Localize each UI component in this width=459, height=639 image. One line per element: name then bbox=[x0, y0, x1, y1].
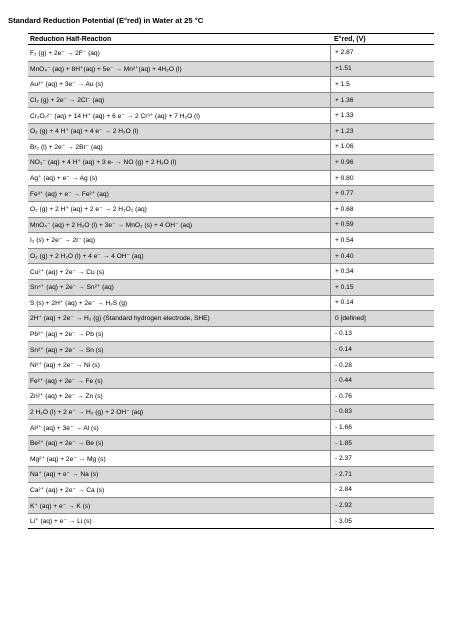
half-reaction-cell: Li⁺ (aq) + e⁻ → Li (s) bbox=[30, 518, 92, 526]
half-reaction-cell: F₂ (g) + 2e⁻ → 2F⁻ (aq) bbox=[30, 49, 100, 57]
potential-cell: - 2.84 bbox=[330, 483, 432, 498]
half-reaction-cell: Be²⁺ (aq) + 2e⁻ → Be (s) bbox=[30, 440, 104, 448]
potential-cell: + 0.54 bbox=[330, 233, 432, 248]
half-reaction-cell: 2 H₂O (l) + 2 e⁻ → H₂ (g) + 2 OH⁻ (aq) bbox=[30, 408, 144, 416]
table-row bbox=[28, 419, 434, 435]
potential-cell: - 0.13 bbox=[330, 327, 432, 342]
half-reaction-cell: Br₂ (l) + 2e⁻ → 2Br⁻ (aq) bbox=[30, 143, 103, 151]
table-row bbox=[28, 466, 434, 482]
half-reaction-cell: S (s) + 2H⁺ (aq) + 2e⁻ → H₂S (g) bbox=[30, 299, 128, 307]
half-reaction-cell: Mg²⁺ (aq) + 2e⁻ → Mg (s) bbox=[30, 455, 106, 463]
half-reaction-cell: Fe³⁺ (aq) + e⁻ → Fe²⁺ (aq) bbox=[30, 190, 109, 198]
half-reaction-cell: Cr₂O₇²⁻ (aq) + 14 H⁺ (aq) + 6 e⁻ → 2 Cr³⁺ (aq) + 7 H₂O (l) bbox=[30, 112, 200, 120]
potential-cell: + 1.23 bbox=[330, 124, 432, 139]
page-title: Standard Reduction Potential (E°red) in Water at 25 °C bbox=[8, 16, 204, 25]
table-row bbox=[28, 170, 434, 186]
half-reaction-cell: Al³⁺ (aq) + 3e⁻ → Al (s) bbox=[30, 424, 99, 432]
half-reaction-cell: Pb²⁺ (aq) + 2e⁻ → Pb (s) bbox=[30, 330, 104, 338]
header-reaction: Reduction Half-Reaction bbox=[30, 35, 112, 43]
potential-cell: + 0.40 bbox=[330, 249, 432, 264]
table-row bbox=[28, 76, 434, 92]
table-row bbox=[28, 310, 434, 326]
half-reaction-cell: MnO₄⁻ (aq) + 8H⁺(aq) + 5e⁻ → Mn²⁺(aq) + 4H₂O (l) bbox=[30, 65, 182, 73]
potential-cell: - 0.44 bbox=[330, 373, 432, 388]
potential-cell: + 0.77 bbox=[330, 186, 432, 201]
table-row bbox=[28, 185, 434, 201]
table-row bbox=[28, 497, 434, 513]
table-row bbox=[28, 404, 434, 420]
table-row bbox=[28, 482, 434, 498]
half-reaction-cell: Au³⁺ (aq) + 3e⁻ → Au (s) bbox=[30, 81, 104, 89]
half-reaction-cell: Cu²⁺ (aq) + 2e⁻ → Cu (s) bbox=[30, 268, 105, 276]
table-row bbox=[28, 123, 434, 139]
potential-cell: - 0.28 bbox=[330, 358, 432, 373]
table-row bbox=[28, 92, 434, 108]
table-row bbox=[28, 61, 434, 77]
potential-cell: + 1.33 bbox=[330, 108, 432, 123]
table-header-row bbox=[28, 34, 434, 45]
half-reaction-cell: Zn²⁺ (aq) + 2e⁻ → Zn (s) bbox=[30, 393, 103, 401]
table-row bbox=[28, 217, 434, 233]
potential-cell: +1.51 bbox=[330, 62, 432, 77]
half-reaction-cell: 2H⁺ (aq) + 2e⁻ → H₂ (g) (Standard hydrogen electrode, SHE) bbox=[30, 315, 210, 323]
reduction-potential-table bbox=[28, 33, 434, 529]
table-row bbox=[28, 341, 434, 357]
potential-cell: + 0.80 bbox=[330, 171, 432, 186]
table-row bbox=[28, 45, 434, 61]
potential-cell: - 2.92 bbox=[330, 498, 432, 513]
header-potential: E°red, (V) bbox=[334, 35, 366, 43]
half-reaction-cell: MnO₄⁻ (aq) + 2 H₂O (l) + 3e⁻ → MnO₂ (s) + 4 OH⁻ (aq) bbox=[30, 221, 193, 229]
half-reaction-cell: NO₃⁻ (aq) + 4 H⁺ (aq) + 3 e- → NO (g) + 2 H₂O (l) bbox=[30, 159, 177, 167]
table-row bbox=[28, 263, 434, 279]
half-reaction-cell: Na⁺ (aq) + e⁻ → Na (s) bbox=[30, 471, 99, 479]
table-row bbox=[28, 232, 434, 248]
potential-cell: + 0.96 bbox=[330, 155, 432, 170]
table-row bbox=[28, 295, 434, 311]
potential-cell: + 0.34 bbox=[330, 264, 432, 279]
table-row bbox=[28, 248, 434, 264]
potential-cell: + 0.68 bbox=[330, 202, 432, 217]
half-reaction-cell: Sn²⁺ (aq) + 2e⁻ → Sn (s) bbox=[30, 346, 104, 354]
table-row bbox=[28, 450, 434, 466]
potential-cell: + 1.36 bbox=[330, 93, 432, 108]
potential-cell: - 1.66 bbox=[330, 420, 432, 435]
half-reaction-cell: K⁺ (aq) + e⁻ → K (s) bbox=[30, 502, 91, 510]
potential-cell: + 0.14 bbox=[330, 296, 432, 311]
table-row bbox=[28, 201, 434, 217]
potential-cell: + 1.06 bbox=[330, 140, 432, 155]
potential-cell: - 2.71 bbox=[330, 467, 432, 482]
half-reaction-cell: Fe²⁺ (aq) + 2e⁻ → Fe (s) bbox=[30, 377, 103, 385]
table-row bbox=[28, 139, 434, 155]
half-reaction-cell: Sn⁴⁺ (aq) + 2e⁻ → Sn²⁺ (aq) bbox=[30, 284, 114, 292]
potential-cell: - 0.76 bbox=[330, 389, 432, 404]
half-reaction-cell: Ni²⁺ (aq) + 2e⁻ → Ni (s) bbox=[30, 362, 100, 370]
potential-cell: - 2.37 bbox=[330, 451, 432, 466]
half-reaction-cell: O₂ (g) + 4 H⁺ (aq) + 4 e⁻ → 2 H₂O (l) bbox=[30, 128, 139, 136]
half-reaction-cell: Ca²⁺ (aq) + 2e⁻ → Ca (s) bbox=[30, 486, 105, 494]
potential-cell: + 2.87 bbox=[330, 45, 432, 61]
table-row bbox=[28, 388, 434, 404]
table-row bbox=[28, 279, 434, 295]
table-row bbox=[28, 513, 434, 529]
half-reaction-cell: I₂ (s) + 2e⁻ → 2I⁻ (aq) bbox=[30, 237, 96, 245]
half-reaction-cell: Cl₂ (g) + 2e⁻ → 2Cl⁻ (aq) bbox=[30, 97, 105, 105]
potential-cell: + 0.15 bbox=[330, 280, 432, 295]
table-body bbox=[28, 45, 434, 528]
table-row bbox=[28, 154, 434, 170]
table-row bbox=[28, 435, 434, 451]
potential-cell: - 0.14 bbox=[330, 342, 432, 357]
half-reaction-cell: Ag⁺ (aq) + e⁻ → Ag (s) bbox=[30, 175, 98, 183]
table-row bbox=[28, 107, 434, 123]
potential-cell: - 1.85 bbox=[330, 436, 432, 451]
potential-cell: 0 [defined] bbox=[330, 311, 432, 326]
table-row bbox=[28, 357, 434, 373]
potential-cell: + 1.5 bbox=[330, 77, 432, 92]
half-reaction-cell: O₂ (g) + 2 H₂O (l) + 4 e⁻ → 4 OH⁻ (aq) bbox=[30, 253, 144, 261]
potential-cell: + 0.59 bbox=[330, 218, 432, 233]
table-row bbox=[28, 326, 434, 342]
potential-cell: - 3.05 bbox=[330, 514, 432, 529]
potential-cell: - 0.83 bbox=[330, 405, 432, 420]
table-row bbox=[28, 372, 434, 388]
half-reaction-cell: O₂ (g) + 2 H⁺ (aq) + 2 e⁻ → 2 H₂O₂ (aq) bbox=[30, 206, 147, 214]
